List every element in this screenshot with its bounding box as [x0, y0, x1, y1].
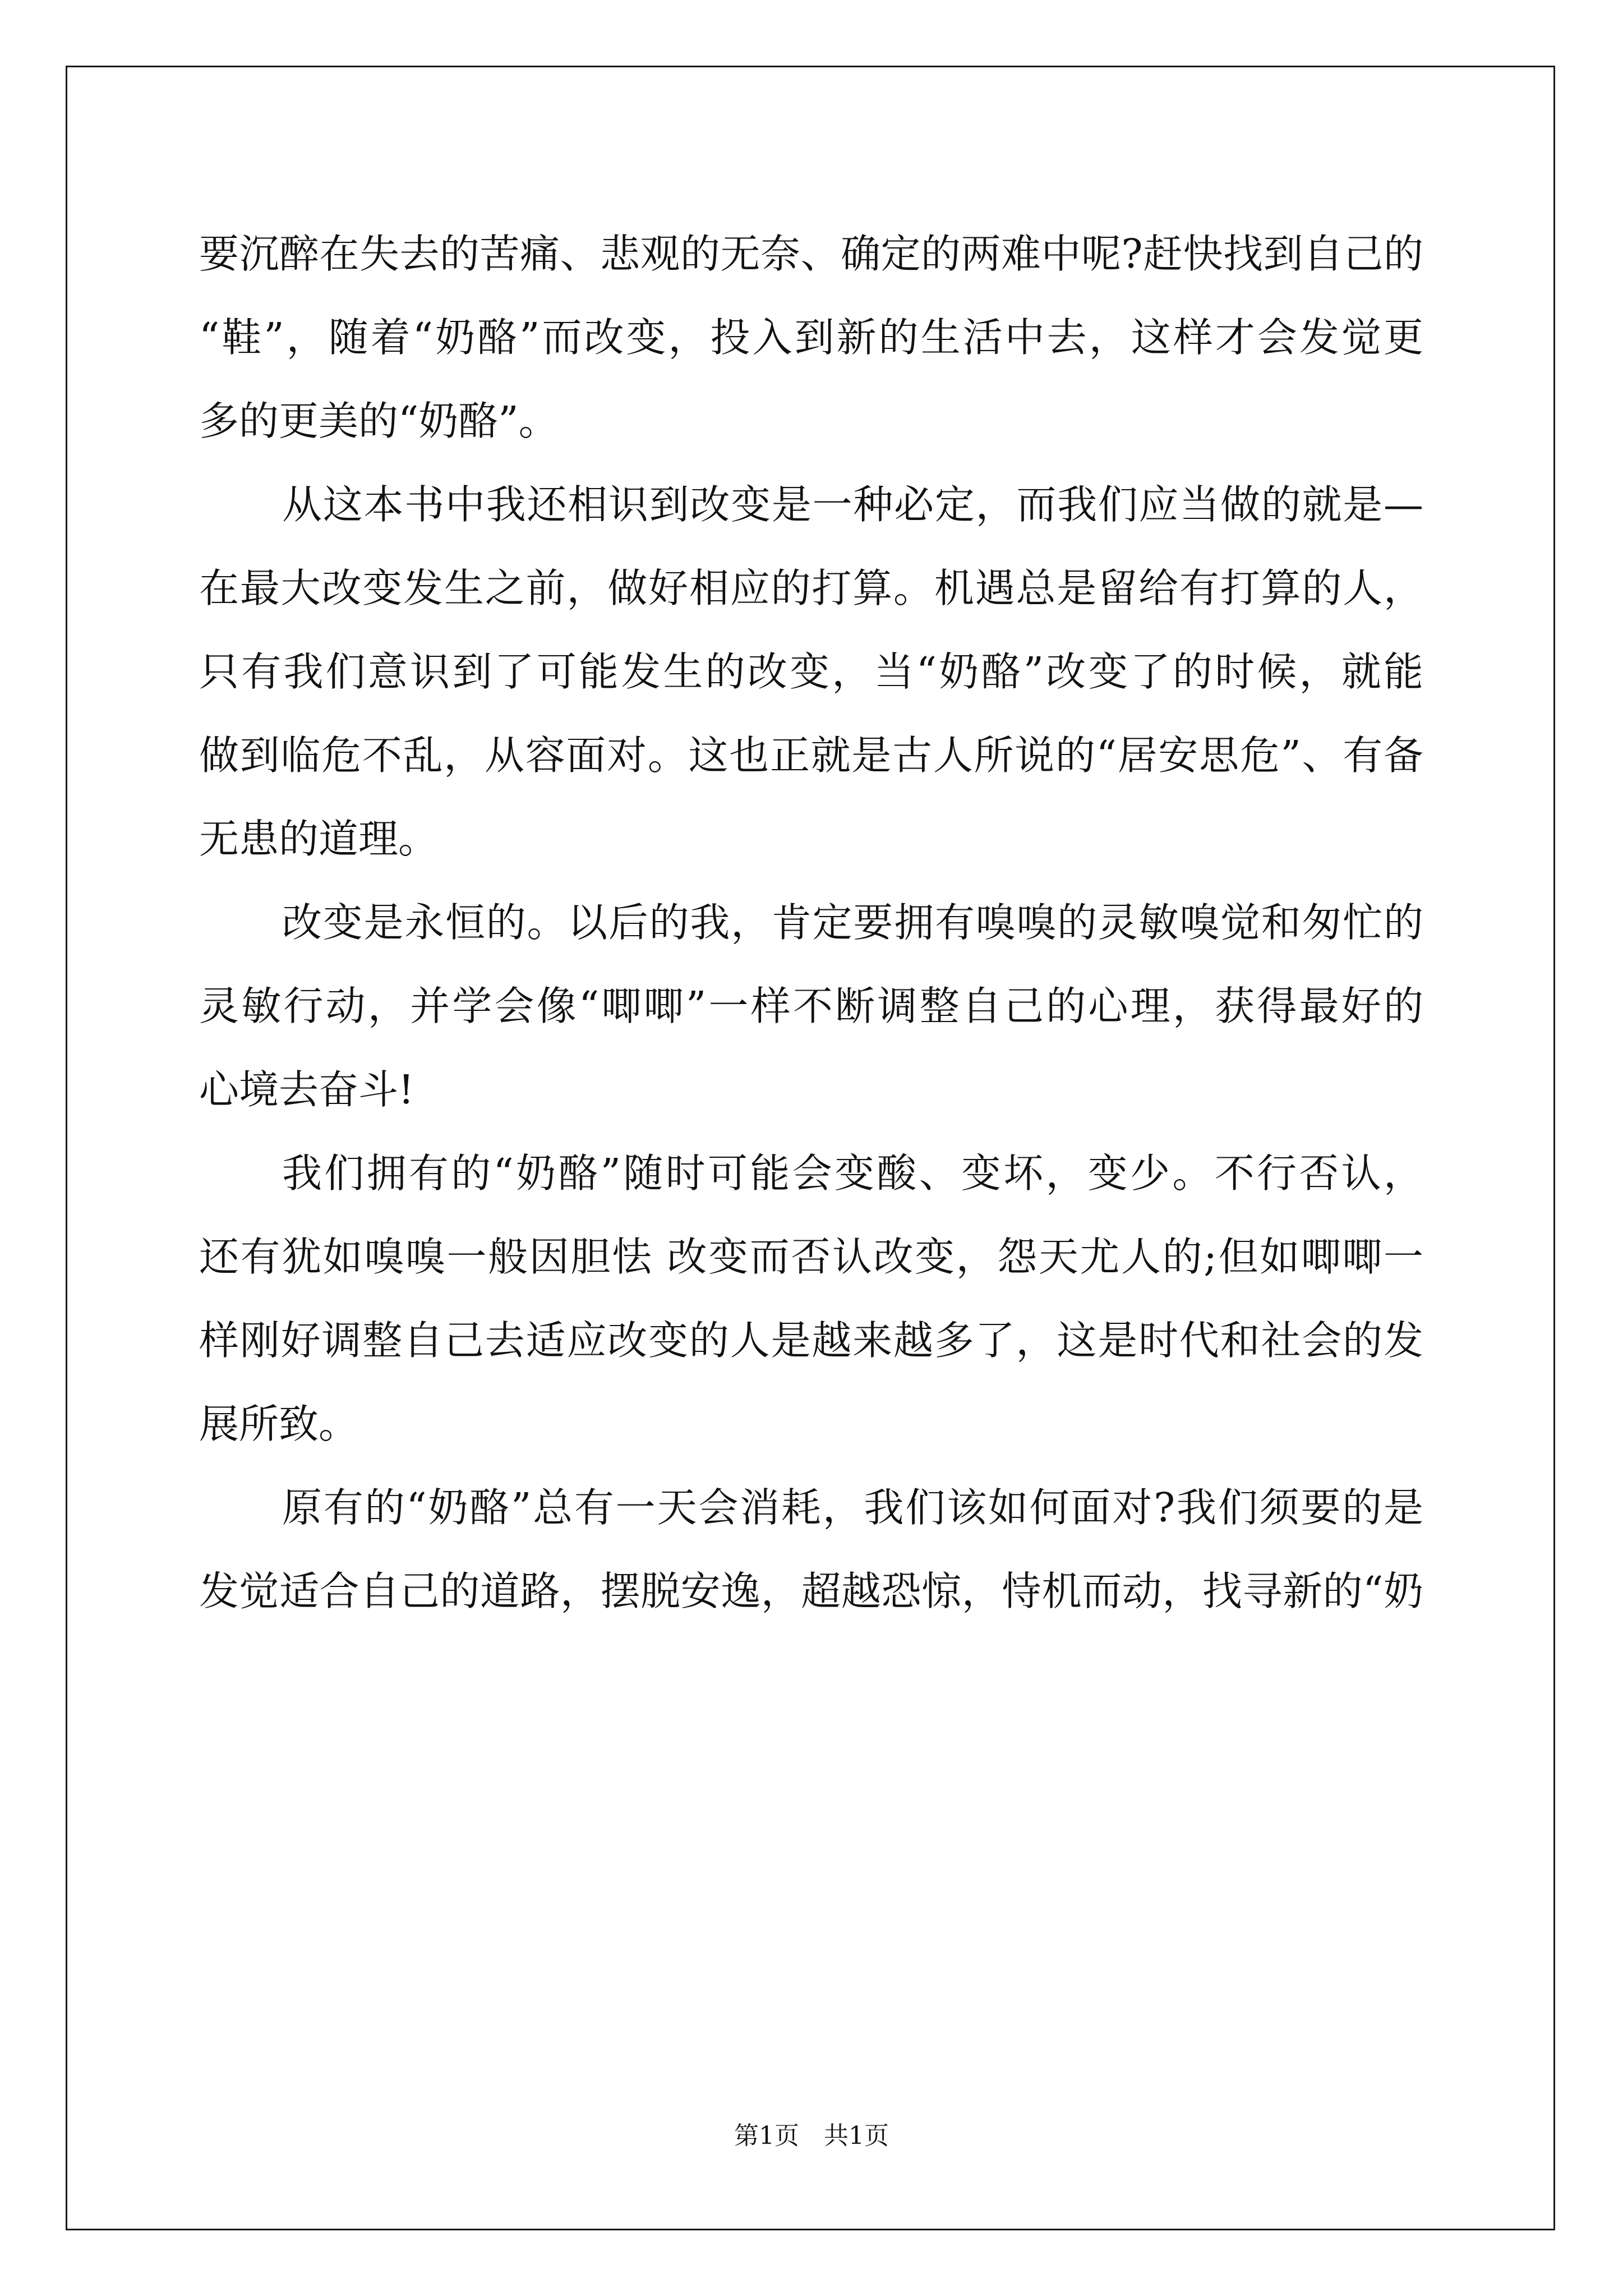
text-line: 改变是永恒的。以后的我，肯定要拥有嗅嗅的灵敏嗅觉和匆忙的: [282, 899, 1423, 946]
text-line: 展所致。: [199, 1401, 359, 1447]
text-line: 要沉醉在失去的苦痛、悲观的无奈、确定的两难中呢?赶快找到自己的: [199, 231, 1423, 277]
text-line: 发觉适合自己的道路，摆脱安逸，超越恐惊，恃机而动，找寻新的“奶: [199, 1568, 1423, 1614]
text-line: “鞋”，随着“奶酪”而改变，投入到新的生活中去，这样才会发觉更: [199, 314, 1423, 361]
text-line: 在最大改变发生之前，做好相应的打算。机遇总是留给有打算的人，: [199, 565, 1423, 611]
text-line: 做到临危不乱，从容面对。这也正就是古人所说的“居安思危”、有备: [199, 732, 1423, 779]
text-line: 还有犹如嗅嗅一般因胆怯 改变而否认改变，怨天尤人的;但如唧唧一: [199, 1234, 1423, 1280]
text-line: 无患的道理。: [199, 816, 439, 862]
text-line: 只有我们意识到了可能发生的改变，当“奶酪”改变了的时候，就能: [199, 648, 1423, 695]
text-line: 样刚好调整自己去适应改变的人是越来越多了，这是时代和社会的发: [199, 1317, 1423, 1364]
page-number: 第1页: [734, 2122, 799, 2150]
text-line: 原有的“奶酪”总有一天会消耗，我们该如何面对?我们须要的是: [282, 1484, 1423, 1531]
document-body: [199, 212, 1423, 1633]
text-line: 从这本书中我还相识到改变是一种必定，而我们应当做的就是—: [282, 481, 1423, 528]
text-line: 心境去奋斗!: [199, 1066, 414, 1113]
page-footer: [0, 2119, 1623, 2153]
page-count: 共1页: [824, 2122, 889, 2150]
text-line: 灵敏行动，并学会像“唧唧”一样不断调整自己的心理，获得最好的: [199, 983, 1423, 1029]
text-line: 多的更美的“奶酪”。: [199, 398, 559, 444]
text-line: 我们拥有的“奶酪”随时可能会变酸、变坏，变少。不行否认，: [282, 1150, 1423, 1197]
